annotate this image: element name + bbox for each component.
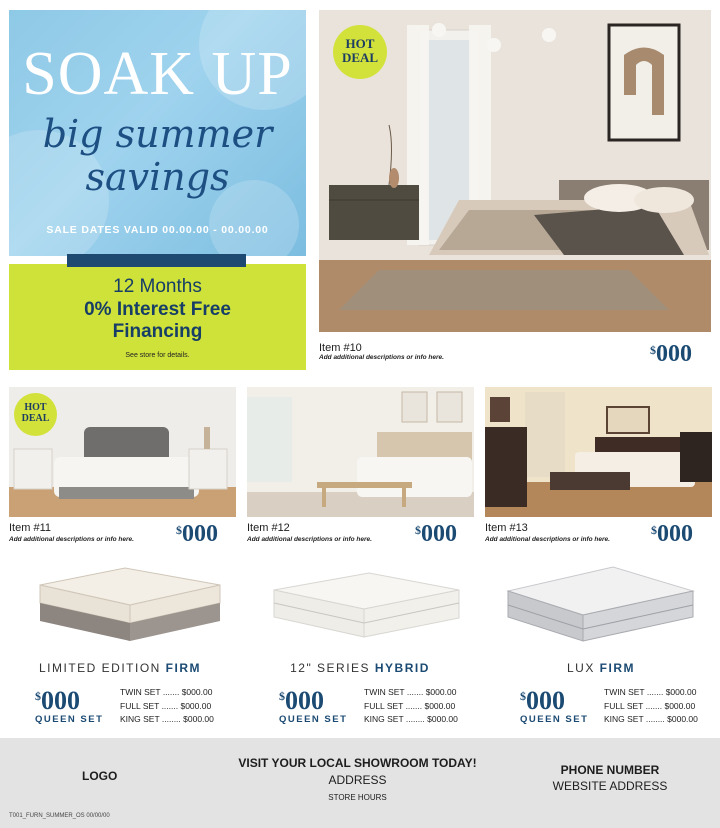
- logo-placeholder: LOGO: [82, 769, 118, 783]
- mattress-1-set-prices: [120, 686, 214, 727]
- item-13-photo: [485, 387, 712, 517]
- mattress-name-light: 12" SERIES: [290, 661, 375, 675]
- item-13-price: [651, 522, 693, 546]
- financing-line3: Financing: [112, 321, 203, 342]
- hero-banner: [9, 10, 306, 256]
- hot-deal-badge: [14, 393, 57, 436]
- store-address: ADDRESS: [328, 773, 387, 787]
- financing-note: See store for details.: [125, 352, 190, 359]
- mattress-1-size: QUEEN SET: [35, 714, 104, 725]
- hero-script-line1: big summer: [42, 112, 273, 156]
- price-currency: $: [651, 523, 657, 537]
- price-currency: $: [279, 689, 285, 703]
- hot-deal-badge: [333, 25, 387, 79]
- bedroom-illustration: [247, 387, 474, 517]
- item-12-price: [415, 522, 457, 546]
- mattress-2-name: [260, 661, 460, 675]
- item-11-price: [176, 522, 218, 546]
- mattress-1-name: [20, 661, 220, 675]
- mattress-illustration: [30, 563, 224, 643]
- hero-headline: SOAK UP: [22, 40, 293, 108]
- set-price-line: TWIN SET ....... $000.00: [364, 687, 457, 697]
- mattress-name-bold: HYBRID: [374, 661, 430, 675]
- set-price-line: TWIN SET ....... $000.00: [120, 687, 213, 697]
- showroom-headline: VISIT YOUR LOCAL SHOWROOM TODAY!: [238, 756, 477, 770]
- item-13-desc: Add additional descriptions or info here.: [485, 536, 610, 543]
- sale-dates: SALE DATES VALID 00.00.00 - 00.00.00: [46, 224, 269, 236]
- financing-line1: 12 Months: [113, 276, 202, 297]
- mattress-illustration: [269, 565, 464, 645]
- featured-item-label: Item #10: [319, 342, 362, 354]
- item-11-photo: [9, 387, 236, 517]
- item-11-label: Item #11: [9, 522, 51, 534]
- bedroom-illustration: [485, 387, 712, 517]
- mattress-firm-image: [30, 563, 224, 643]
- set-price-line: FULL SET ....... $000.00: [120, 700, 212, 711]
- set-price-line: KING SET ........ $000.00: [364, 714, 458, 724]
- mattress-3-set-prices: [604, 686, 698, 727]
- hot-deal-text: HOT: [345, 36, 375, 51]
- price-currency: $: [520, 689, 526, 703]
- price-currency: $: [176, 523, 182, 537]
- mattress-1-price: [35, 688, 80, 714]
- job-code: T001_FURN_SUMMER_OS 00/00/00: [9, 813, 110, 819]
- store-hours: STORE HOURS: [328, 793, 387, 802]
- financing-line2: 0% Interest Free: [84, 299, 231, 320]
- price-value: 000: [41, 686, 80, 715]
- mattress-name-light: LIMITED EDITION: [38, 661, 166, 675]
- set-price-line: FULL SET ....... $000.00: [364, 700, 456, 711]
- hero-script-line2: savings: [85, 155, 230, 199]
- financing-panel: [9, 264, 306, 370]
- mattress-3-price: [520, 688, 565, 714]
- set-price-line: TWIN SET ....... $000.00: [604, 687, 697, 697]
- price-value: 000: [526, 686, 565, 715]
- mattress-3-size: QUEEN SET: [520, 714, 589, 725]
- price-currency: $: [35, 689, 41, 703]
- footer: [0, 738, 720, 828]
- mattress-lux-image: [503, 563, 695, 643]
- item-12-label: Item #12: [247, 522, 290, 534]
- price-value: 000: [182, 521, 218, 547]
- website-address: WEBSITE ADDRESS: [552, 779, 668, 793]
- phone-number: PHONE NUMBER: [560, 763, 660, 777]
- featured-item-desc: Add additional descriptions or info here.: [319, 354, 444, 361]
- set-price-line: KING SET ........ $000.00: [604, 714, 698, 724]
- item-12-photo: [247, 387, 474, 517]
- mattress-3-name: [501, 661, 701, 675]
- price-value: 000: [421, 521, 457, 547]
- item-13-label: Item #13: [485, 522, 528, 534]
- navy-accent-bar: [67, 254, 246, 267]
- featured-bedroom-photo: [319, 10, 711, 332]
- set-price-line: KING SET ........ $000.00: [120, 714, 214, 724]
- mattress-2-set-prices: [364, 686, 458, 727]
- hot-deal-text: HOT: [24, 402, 47, 413]
- hot-deal-text: DEAL: [21, 412, 50, 424]
- mattress-hybrid-image: [269, 565, 464, 645]
- featured-price: [650, 342, 692, 366]
- mattress-2-price: [279, 688, 324, 714]
- mattress-2-size: QUEEN SET: [279, 714, 348, 725]
- price-currency: $: [650, 343, 656, 357]
- price-value: 000: [657, 521, 693, 547]
- hot-deal-text: DEAL: [341, 49, 379, 65]
- price-value: 000: [656, 341, 692, 367]
- set-price-line: FULL SET ....... $000.00: [604, 700, 696, 711]
- mattress-name-bold: FIRM: [165, 661, 201, 675]
- mattress-name-bold: FIRM: [599, 661, 635, 675]
- item-11-desc: Add additional descriptions or info here.: [9, 536, 134, 543]
- price-currency: $: [415, 523, 421, 537]
- mattress-illustration: [503, 563, 695, 643]
- item-12-desc: Add additional descriptions or info here.: [247, 536, 372, 543]
- price-value: 000: [285, 686, 324, 715]
- mattress-name-light: LUX: [566, 661, 600, 675]
